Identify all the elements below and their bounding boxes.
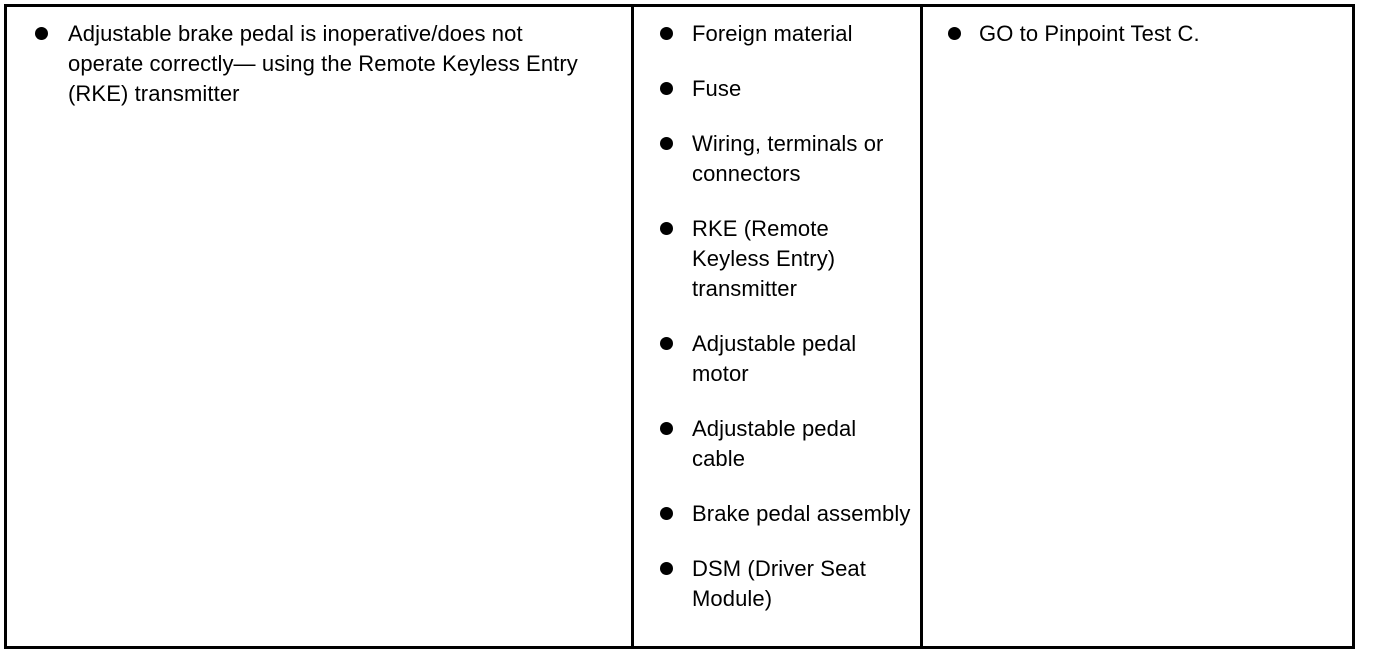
bullet-icon [660, 222, 673, 235]
cause-text: RKE (Remote Keyless Entry) transmitter [692, 216, 836, 301]
bullet-icon [35, 27, 48, 40]
bullet-icon [660, 137, 673, 150]
symptom-column [7, 7, 634, 646]
bullet-icon [948, 27, 961, 40]
possible-causes-column [634, 7, 923, 646]
symptom-text: Adjustable brake pedal is inoperative/does not operate correctly— using the Remote Keyless Entry (RKE) transmitter [68, 21, 578, 106]
bullet-icon [660, 82, 673, 95]
diagnostic-table [4, 4, 1355, 649]
cause-item [660, 19, 912, 49]
cause-text: DSM (Driver Seat Module) [692, 556, 866, 611]
symptom-item [35, 19, 591, 109]
cause-item [660, 554, 912, 614]
action-list [948, 19, 1332, 49]
cause-text: Fuse [692, 76, 742, 101]
cause-item [660, 414, 912, 474]
causes-list [660, 19, 912, 639]
cause-text: Brake pedal assembly [692, 501, 911, 526]
cause-item [660, 214, 912, 304]
cause-text: Wiring, terminals or connectors [692, 131, 884, 186]
action-text: GO to Pinpoint Test C. [979, 21, 1200, 46]
bullet-icon [660, 337, 673, 350]
symptom-list [35, 19, 591, 109]
bullet-icon [660, 562, 673, 575]
cause-item [660, 329, 912, 389]
action-column [923, 7, 1352, 646]
cause-item [660, 129, 912, 189]
cause-text: Adjustable pedal motor [692, 331, 857, 386]
cause-item [660, 499, 912, 529]
cause-text: Adjustable pedal cable [692, 416, 857, 471]
action-item [948, 19, 1332, 49]
cause-text: Foreign material [692, 21, 853, 46]
cause-item [660, 74, 912, 104]
bullet-icon [660, 27, 673, 40]
bullet-icon [660, 422, 673, 435]
bullet-icon [660, 507, 673, 520]
